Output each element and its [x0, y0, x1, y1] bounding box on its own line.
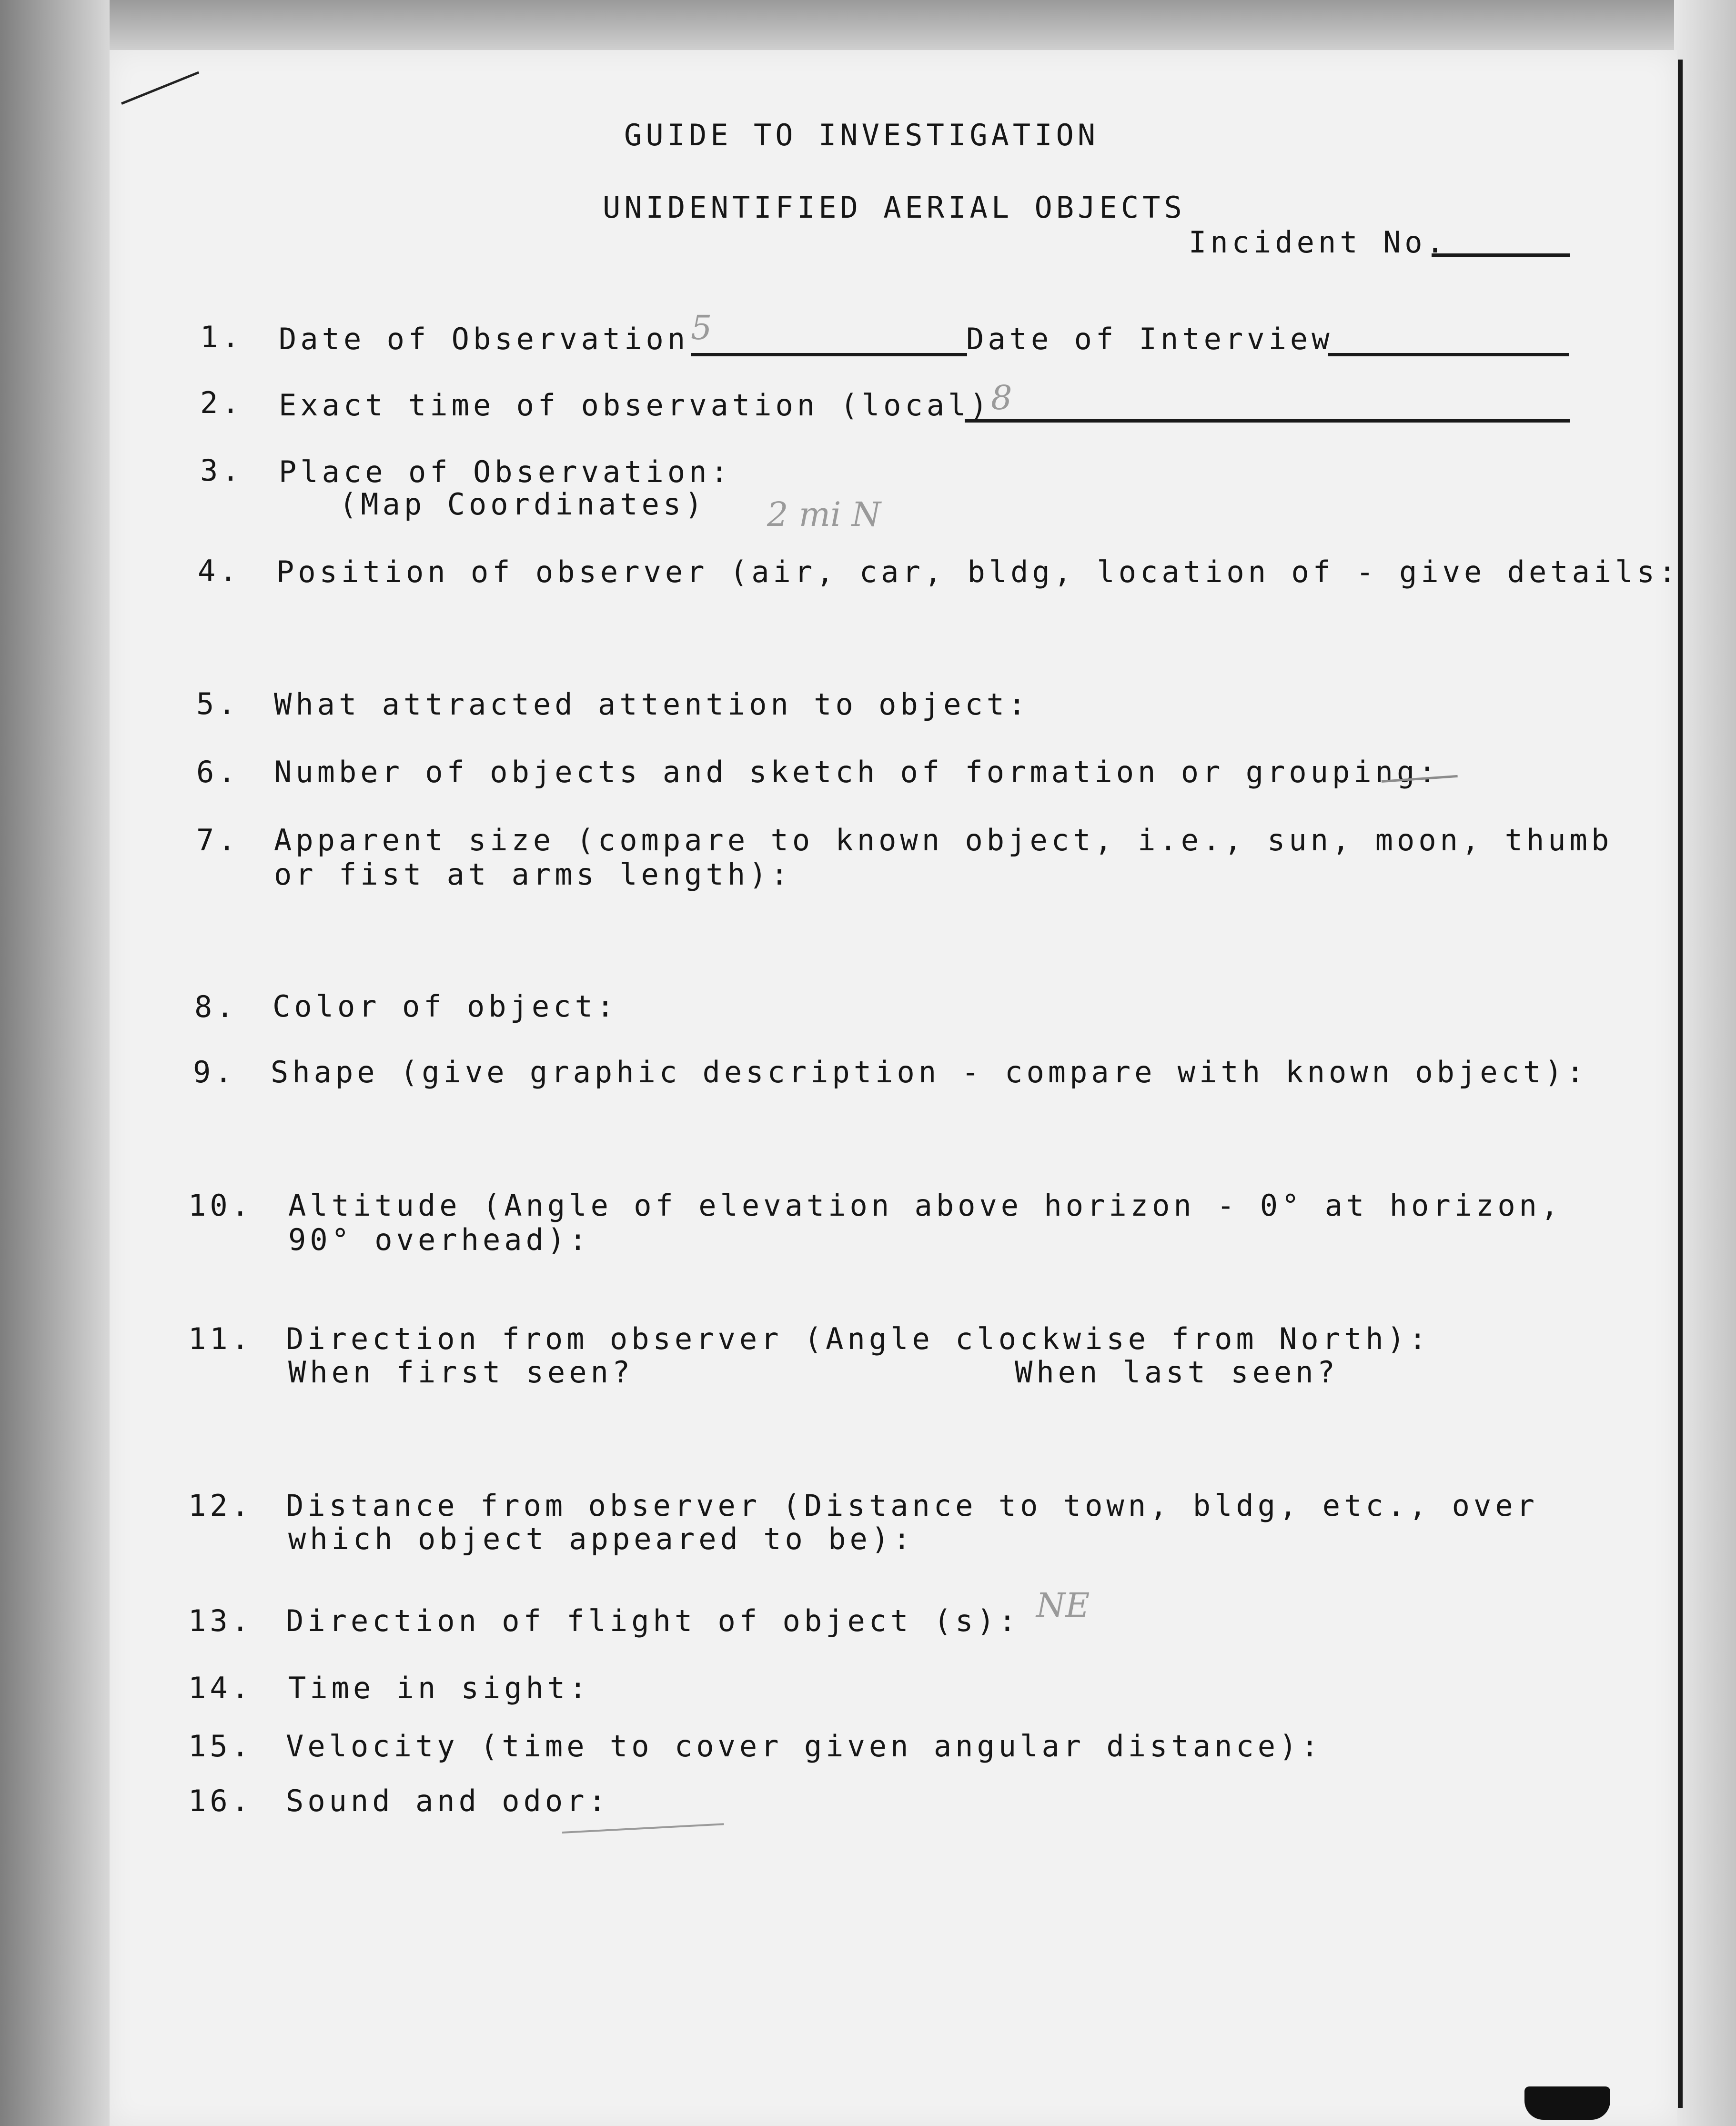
q5-label: What attracted attention to object:: [274, 687, 1030, 722]
q11-when-last-seen: When last seen?: [1015, 1355, 1339, 1390]
corner-mark: [1524, 2086, 1610, 2120]
q1-handwriting: 5: [691, 308, 712, 347]
q14-label: Time in sight:: [288, 1671, 591, 1705]
q11-number: 11.: [188, 1321, 253, 1356]
scan-background-right: [1674, 0, 1736, 2126]
q16-label: Sound and odor:: [286, 1783, 610, 1818]
q7-number: 7.: [196, 823, 240, 857]
q13-label: Direction of flight of object (s):: [286, 1603, 1020, 1638]
q12-number: 12.: [188, 1488, 253, 1523]
q12-label: Distance from observer (Distance to town, bldg, etc., over: [286, 1488, 1538, 1523]
form-title: GUIDE TO INVESTIGATION: [624, 118, 1100, 152]
q7-label: Apparent size (compare to known object, i.e., sun, moon, thumb: [274, 823, 1613, 857]
q9-label: Shape (give graphic description - compare with known object):: [271, 1055, 1588, 1089]
q12-label-continued: which object appeared to be):: [288, 1521, 915, 1556]
date-of-interview-field[interactable]: [1328, 353, 1569, 356]
sheet-edge-rule: [1678, 60, 1683, 2108]
q6-number: 6.: [196, 755, 240, 789]
q1-label: Date of Observation: [279, 322, 689, 356]
q5-number: 5.: [196, 686, 240, 721]
q10-number: 10.: [188, 1188, 253, 1223]
q11-label: Direction from observer (Angle clockwise from North):: [286, 1321, 1431, 1356]
q15-number: 15.: [188, 1729, 253, 1763]
q15-label: Velocity (time to cover given angular distance):: [286, 1729, 1322, 1763]
q2-label: Exact time of observation (local): [279, 388, 991, 423]
q7-label-continued: or fist at arms length):: [274, 857, 792, 892]
form-subtitle: UNIDENTIFIED AERIAL OBJECTS: [603, 190, 1186, 225]
q3-label: Place of Observation:: [279, 454, 732, 489]
q3-sublabel: (Map Coordinates): [339, 487, 707, 522]
q10-label-continued: 90° overhead):: [288, 1222, 591, 1257]
q8-label: Color of object:: [273, 989, 618, 1024]
q1-number: 1.: [200, 320, 243, 354]
q4-number: 4.: [198, 554, 241, 588]
scan-background-left: [0, 0, 110, 2126]
date-of-observation-field[interactable]: [691, 353, 967, 356]
incident-number-label: Incident No.: [1189, 225, 1448, 260]
q6-label: Number of objects and sketch of formation or grouping:: [274, 755, 1440, 789]
q8-number: 8.: [194, 989, 238, 1024]
q16-number: 16.: [188, 1783, 253, 1818]
q3-number: 3.: [200, 453, 243, 488]
q1-label-interview: Date of Interview: [966, 322, 1333, 356]
q10-label: Altitude (Angle of elevation above horizon - 0° at horizon,: [288, 1188, 1563, 1223]
q13-handwriting: NE: [1036, 1586, 1090, 1625]
q14-number: 14.: [188, 1671, 253, 1705]
q2-number: 2.: [200, 385, 243, 420]
q4-label: Position of observer (air, car, bldg, location of - give details:: [276, 554, 1680, 589]
q3-handwriting: 2 mi N: [767, 495, 881, 534]
q2-handwriting: 8: [991, 378, 1012, 417]
incident-number-field[interactable]: [1432, 253, 1570, 257]
q9-number: 9.: [193, 1055, 236, 1089]
time-of-observation-field[interactable]: [965, 419, 1570, 423]
q13-number: 13.: [188, 1603, 253, 1638]
q11-when-first-seen: When first seen?: [288, 1355, 634, 1390]
